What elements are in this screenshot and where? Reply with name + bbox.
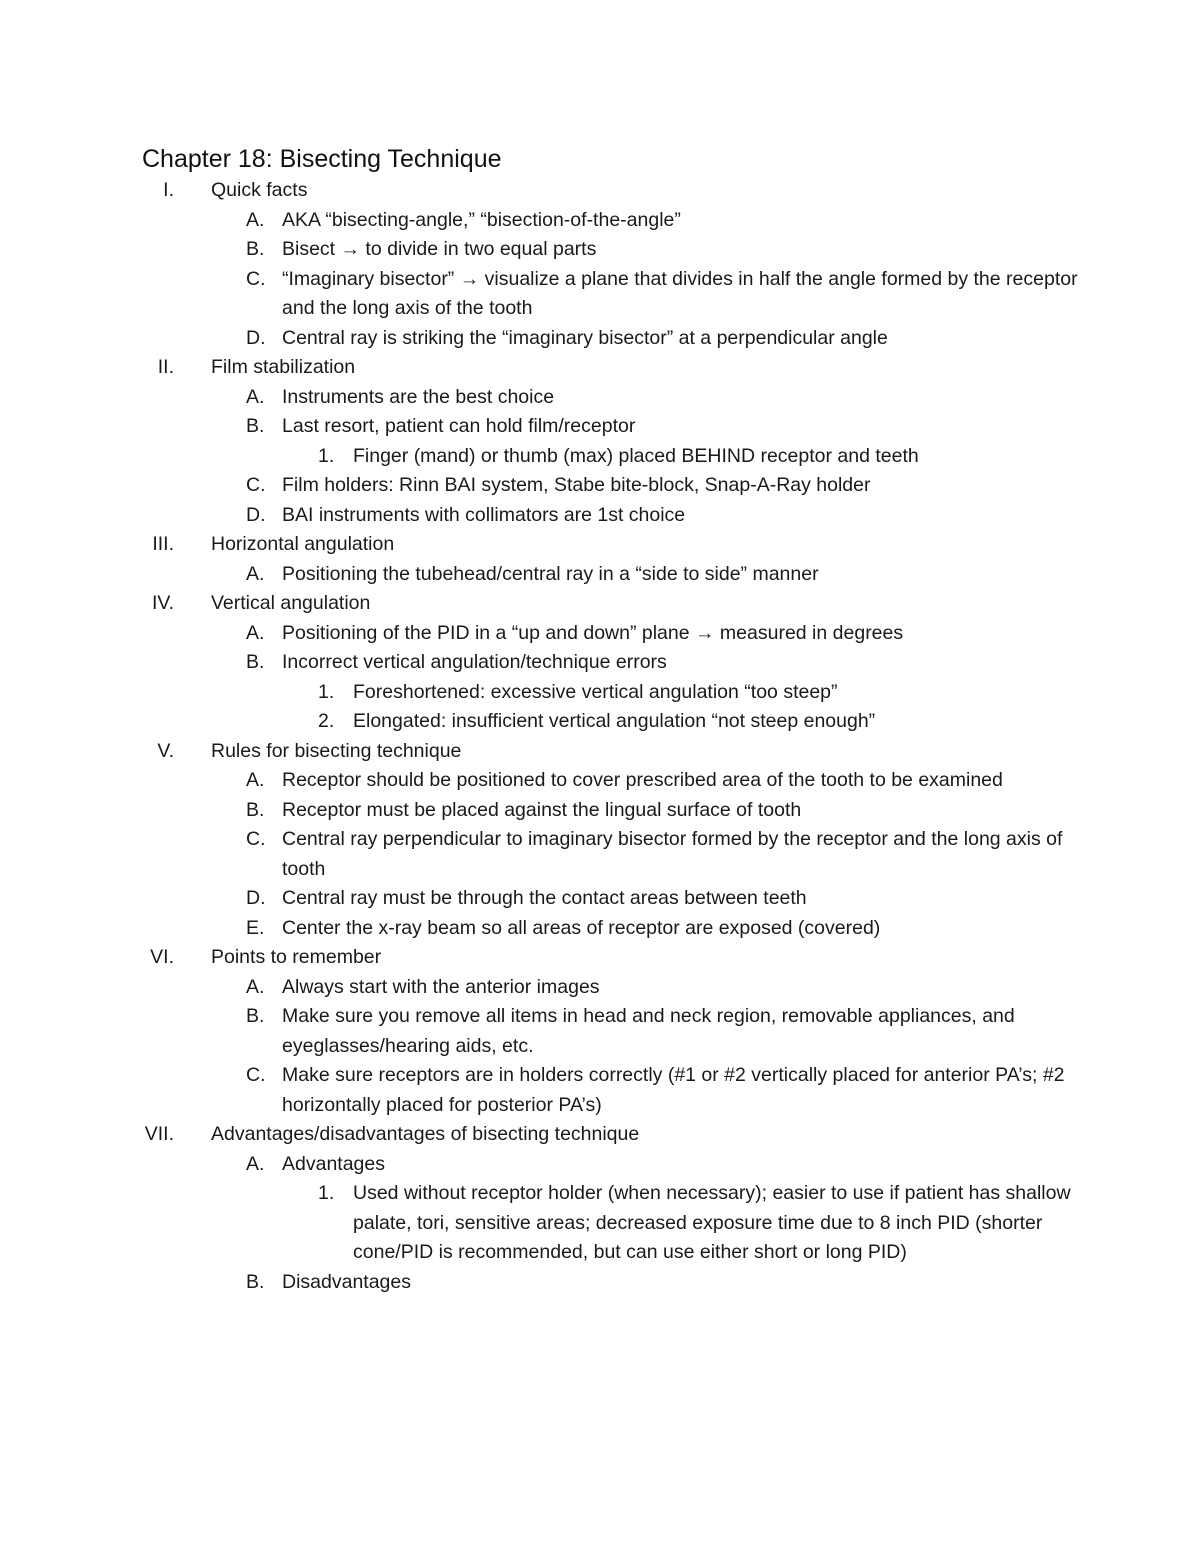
outline-item-text: Central ray must be through the contact areas between teeth bbox=[282, 887, 807, 909]
outline-item-marker: B. bbox=[246, 798, 265, 821]
outline-item-text: Advantages bbox=[282, 1152, 385, 1175]
outline-item-level-2 bbox=[142, 766, 1082, 796]
outline-list bbox=[142, 176, 1082, 1297]
outline-item-text: Rules for bisecting technique bbox=[211, 739, 462, 762]
outline-item-level-1 bbox=[142, 943, 1082, 973]
outline-item-level-1 bbox=[142, 530, 1082, 560]
document-title: Chapter 18: Bisecting Technique bbox=[142, 145, 502, 173]
outline-item-text: Finger (mand) or thumb (max) placed BEHIND receptor and teeth bbox=[353, 444, 919, 467]
outline-item-marker: II. bbox=[157, 356, 174, 378]
outline-item-marker: A. bbox=[246, 1152, 265, 1175]
outline-item-marker: VII. bbox=[144, 1123, 174, 1145]
outline-item-marker: 1. bbox=[318, 444, 335, 467]
outline-item-level-2 bbox=[142, 206, 1082, 236]
outline-item-text: Receptor should be positioned to cover prescribed area of the tooth to be examined bbox=[282, 769, 1003, 791]
outline-item-marker: A. bbox=[246, 621, 265, 644]
outline-item-marker: A. bbox=[246, 769, 265, 791]
outline-item-level-2 bbox=[142, 1002, 1082, 1061]
outline-item-text: Bisect → to divide in two equal parts bbox=[282, 238, 597, 260]
outline-item-text: Instruments are the best choice bbox=[282, 385, 555, 408]
outline-item-level-2 bbox=[142, 619, 1082, 649]
outline-item-marker: D. bbox=[246, 887, 266, 909]
outline-item-level-1 bbox=[142, 353, 1082, 383]
outline-item-text: Receptor must be placed against the lingual surface of tooth bbox=[282, 798, 802, 821]
outline-item-text: Central ray is striking the “imaginary bisector” at a perpendicular angle bbox=[282, 326, 888, 349]
outline-item-text: Incorrect vertical angulation/technique errors bbox=[282, 651, 667, 673]
outline-item-text: BAI instruments with collimators are 1st choice bbox=[282, 503, 686, 526]
outline-item-marker: B. bbox=[246, 238, 265, 260]
outline-item-level-2 bbox=[142, 914, 1082, 944]
outline-item-text: Last resort, patient can hold film/receptor bbox=[282, 415, 636, 437]
outline-item-marker: A. bbox=[246, 562, 265, 585]
outline-item-marker: 2. bbox=[318, 710, 335, 732]
outline-item-marker: A. bbox=[246, 385, 265, 408]
outline-item-marker: I. bbox=[163, 179, 174, 201]
outline-item-text: Used without receptor holder (when necessary); easier to use if patient has shallow palate, tori, sensitive areas; decreased exposure time due to 8 inch PID (shorter cone/PID is recommended, but can use either short or long PID) bbox=[353, 1182, 1071, 1263]
outline-item-text: Disadvantages bbox=[282, 1270, 411, 1293]
outline-item-marker: V. bbox=[157, 739, 174, 762]
outline-item-level-2 bbox=[142, 501, 1082, 531]
outline-item-text: Positioning the tubehead/central ray in a “side to side” manner bbox=[282, 562, 819, 585]
outline-item-level-2 bbox=[142, 825, 1082, 884]
outline-item-level-2 bbox=[142, 1268, 1082, 1298]
outline-item-level-1 bbox=[142, 589, 1082, 619]
outline-item-marker: C. bbox=[246, 1064, 266, 1086]
outline-item-text: “Imaginary bisector” → visualize a plane that divides in half the angle formed by the receptor and the long axis of the tooth bbox=[282, 267, 1078, 319]
outline-item-level-2 bbox=[142, 560, 1082, 590]
outline-item-text: Make sure receptors are in holders correctly (#1 or #2 vertically placed for anterior PA’s; #2 horizontally placed for posterior PA’s) bbox=[282, 1064, 1065, 1116]
document-page bbox=[142, 142, 1082, 1297]
outline-item-marker: 1. bbox=[318, 1182, 335, 1204]
outline-item-marker: B. bbox=[246, 651, 265, 673]
outline-item-level-2 bbox=[142, 412, 1082, 442]
outline-item-level-3 bbox=[142, 442, 1082, 472]
outline-item-text: Foreshortened: excessive vertical angulation “too steep” bbox=[353, 680, 838, 703]
outline-item-marker: A. bbox=[246, 208, 265, 231]
outline-item-marker: C. bbox=[246, 474, 266, 496]
outline-item-text: Positioning of the PID in a “up and down” plane → measured in degrees bbox=[282, 621, 904, 644]
outline-item-level-2 bbox=[142, 973, 1082, 1003]
outline-item-marker: IV. bbox=[151, 592, 174, 614]
outline-item-level-2 bbox=[142, 648, 1082, 678]
outline-item-level-2 bbox=[142, 383, 1082, 413]
outline-item-text: Points to remember bbox=[211, 946, 382, 968]
outline-item-text: Horizontal angulation bbox=[211, 533, 395, 555]
outline-item-level-2 bbox=[142, 265, 1082, 324]
outline-item-level-2 bbox=[142, 1150, 1082, 1180]
outline-item-level-3 bbox=[142, 678, 1082, 708]
outline-item-level-1 bbox=[142, 176, 1082, 206]
outline-item-marker: B. bbox=[246, 415, 265, 437]
outline-item-marker: C. bbox=[246, 828, 266, 850]
outline-item-text: Make sure you remove all items in head and neck region, removable appliances, and eyeglasses/hearing aids, etc. bbox=[282, 1005, 1015, 1057]
outline-item-text: Quick facts bbox=[211, 179, 308, 201]
outline-item-level-3 bbox=[142, 1179, 1082, 1268]
outline-item-level-2 bbox=[142, 235, 1082, 265]
outline-item-text: Vertical angulation bbox=[211, 592, 371, 614]
outline-item-marker: A. bbox=[246, 975, 265, 998]
outline-item-text: Always start with the anterior images bbox=[282, 975, 600, 998]
outline-item-marker: D. bbox=[246, 326, 266, 349]
outline-item-marker: E. bbox=[246, 916, 265, 939]
outline-item-marker: C. bbox=[246, 267, 266, 290]
outline-item-text: AKA “bisecting-angle,” “bisection-of-the-angle” bbox=[282, 208, 681, 231]
outline-item-marker: B. bbox=[246, 1005, 265, 1027]
outline-item-level-2 bbox=[142, 471, 1082, 501]
outline-item-text: Film holders: Rinn BAI system, Stabe bite-block, Snap-A-Ray holder bbox=[282, 474, 871, 496]
outline-item-text: Film stabilization bbox=[211, 356, 356, 378]
outline-item-level-2 bbox=[142, 884, 1082, 914]
outline-item-text: Central ray perpendicular to imaginary bisector formed by the receptor and the long axis of tooth bbox=[282, 828, 1063, 880]
outline-item-marker: B. bbox=[246, 1270, 265, 1293]
outline-item-text: Center the x-ray beam so all areas of receptor are exposed (covered) bbox=[282, 916, 881, 939]
outline-item-marker: III. bbox=[152, 533, 174, 555]
outline-item-marker: 1. bbox=[318, 680, 335, 703]
outline-item-level-1 bbox=[142, 737, 1082, 767]
outline-item-level-1 bbox=[142, 1120, 1082, 1150]
outline-item-text: Elongated: insufficient vertical angulation “not steep enough” bbox=[353, 710, 876, 732]
outline-item-level-3 bbox=[142, 707, 1082, 737]
outline-item-text: Advantages/disadvantages of bisecting technique bbox=[211, 1123, 640, 1145]
outline-item-marker: D. bbox=[246, 503, 266, 526]
outline-item-level-2 bbox=[142, 324, 1082, 354]
outline-item-level-2 bbox=[142, 796, 1082, 826]
outline-item-marker: VI. bbox=[150, 946, 174, 968]
outline-item-level-2 bbox=[142, 1061, 1082, 1120]
